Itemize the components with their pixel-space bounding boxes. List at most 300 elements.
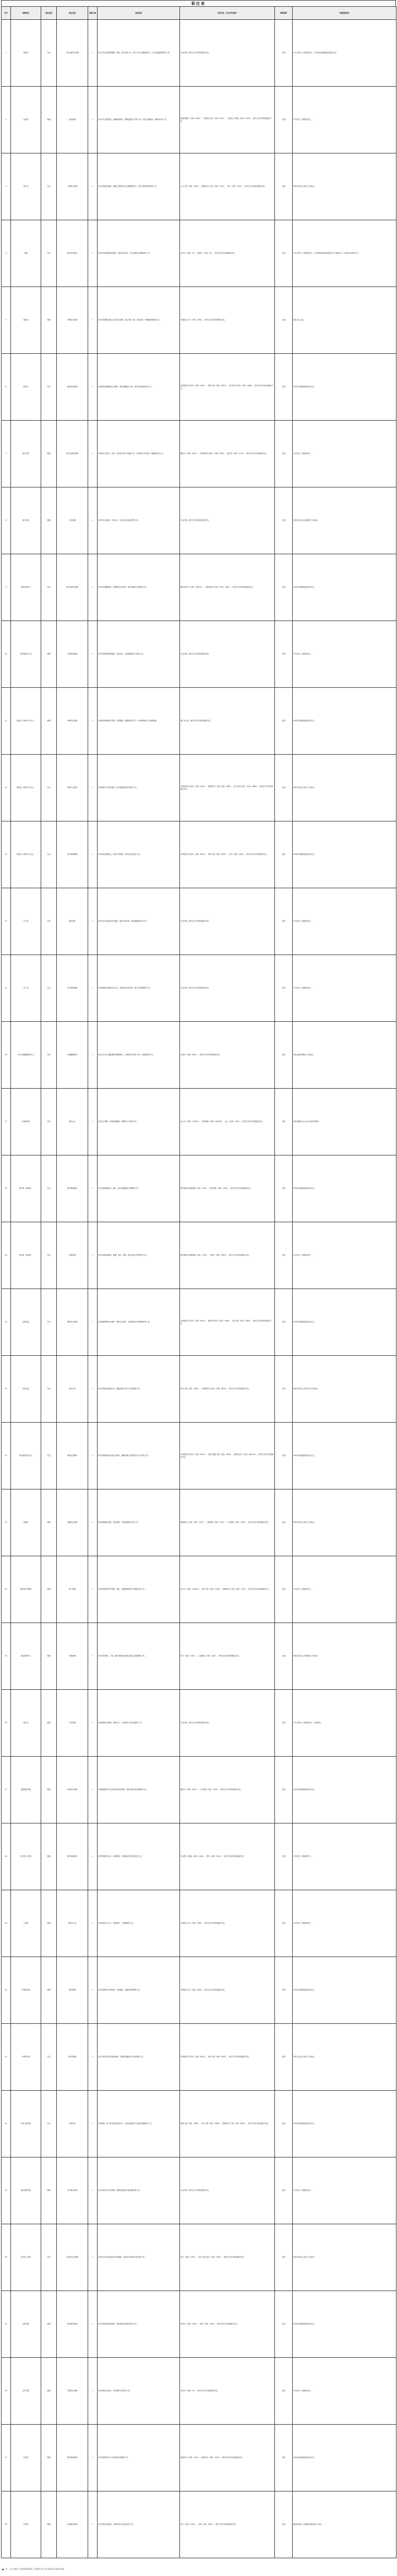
cell-count: 1 xyxy=(88,287,98,354)
cell-unit: 化学化工学院 xyxy=(11,2224,41,2291)
cell-unit: 研究生院 xyxy=(11,487,41,554)
cell-scope: 全国 xyxy=(275,2291,293,2358)
cell-scope: 全国 xyxy=(275,153,293,220)
cell-category: 专技 xyxy=(41,1423,57,1489)
cell-count: 1 xyxy=(88,688,98,755)
cell-scope: 全国 xyxy=(275,1757,293,1823)
cell-no: 36 xyxy=(2,2358,11,2425)
cell-post: 网络安全管理 xyxy=(57,1289,88,1356)
cell-major: 图书情报与档案管理（代码：1205）、图书情报（代码：1255），研究生学历并取得相应学位。 xyxy=(180,1155,275,1222)
cell-count: 1 xyxy=(88,1623,98,1690)
cell-no: 12 xyxy=(2,755,11,821)
cell-scope: 全国 xyxy=(275,1289,293,1356)
cell-unit: 文学院 xyxy=(11,1890,41,1957)
cell-duty: 负责学校国际交流与合作项目管理、因公出国（境）手续办理、外籍教师管理等工作。 xyxy=(98,287,180,354)
cell-post: 安全管理 xyxy=(57,1690,88,1757)
cell-scope: 全国 xyxy=(275,2224,293,2291)
cell-unit: 学工部 xyxy=(11,888,41,955)
cell-unit: 图书馆（档案馆） xyxy=(11,1222,41,1289)
cell-other: 2024年普通高校应届毕业生。 xyxy=(293,1289,396,1356)
cell-no: 16 xyxy=(2,1022,11,1089)
cell-count: 1 xyxy=(88,1823,98,1890)
cell-unit: 计划财务处 xyxy=(11,1089,41,1155)
cell-post: 科研平台建设 xyxy=(57,755,88,821)
cell-major: 机械工程（代码：0802）、电气工程（代码：0808）、控制科学与工程（代码：0811），研究生学历并取得相应学位。 xyxy=(180,2091,275,2157)
table-row xyxy=(2,153,396,220)
cell-major: 教育学（代码：0401）、公共管理（代码：1204），研究生学历并取得相应学位。 xyxy=(180,1757,275,1823)
cell-count: 1 xyxy=(88,1289,98,1356)
cell-major: 会计学（代码：120201）、资产评估（代码：0256）、管理科学与工程（代码：1201），研究生学历并取得相应学位。 xyxy=(180,1556,275,1623)
table-row xyxy=(2,1757,396,1823)
cell-other: 中共党员（含预备党员）。 xyxy=(293,2358,396,2425)
table-row xyxy=(2,1222,396,1289)
table-row xyxy=(2,1957,396,2024)
job-table xyxy=(1,6,396,2558)
page-title: 职位表 xyxy=(191,1,206,6)
cell-scope: 全国 xyxy=(275,1890,293,1957)
cell-unit: 继续教育学院 xyxy=(11,1757,41,1823)
cell-duty: 负责学院教学运行与科研项目管理等工作。 xyxy=(98,2425,180,2491)
cell-duty: 负责学校合同审查、法律咨询与法治宣传等工作。 xyxy=(98,2491,180,2558)
cell-category: 管理 xyxy=(41,1623,57,1690)
cell-category: 专技 xyxy=(41,554,57,621)
cell-category: 管理 xyxy=(41,2358,57,2425)
cell-unit: 马克思主义学院 xyxy=(11,1823,41,1890)
cell-duty: 负责学校基本建设、修缮工程等项目全过程跟踪审计；负责工程结算审核等工作。 xyxy=(98,153,180,220)
column-header: 招聘范围 xyxy=(275,7,293,20)
cell-unit: 教育发展中心 xyxy=(11,554,41,621)
cell-duty: 负责多媒体教学设备运行维护、课程录制与在线教学平台支持等工作。 xyxy=(98,1423,180,1489)
cell-unit: 审计处 xyxy=(11,153,41,220)
cell-post: 教育技术服务 xyxy=(57,1423,88,1489)
cell-category: 专技 xyxy=(41,1356,57,1423)
cell-other: 2024年普通高校应届毕业生。 xyxy=(293,1423,396,1489)
cell-post: 法律事务管理 xyxy=(57,2491,88,2558)
table-row xyxy=(2,2157,396,2224)
cell-other: 2024年普通高校应届毕业生。 xyxy=(293,1757,396,1823)
table-row xyxy=(2,1356,396,1423)
cell-other: 2024年普通高校应届毕业生。 xyxy=(293,354,396,421)
cell-no: 14 xyxy=(2,888,11,955)
cell-duty: 负责家庭经济困难学生认定、奖助学金评审发放、勤工助学管理等工作。 xyxy=(98,955,180,1022)
cell-no: 19 xyxy=(2,1222,11,1289)
cell-major: 马克思主义理论（代码：0305）、哲学（代码：0101），研究生学历并取得相应学位。 xyxy=(180,1823,275,1890)
cell-post: 心理健康教育 xyxy=(57,1022,88,1089)
cell-major: 专业不限，研究生学历并取得相应学位。 xyxy=(180,2157,275,2224)
table-row xyxy=(2,220,396,287)
cell-count: 1 xyxy=(88,1489,98,1556)
cell-scope: 全国 xyxy=(275,354,293,421)
cell-scope: 全国 xyxy=(275,2358,293,2425)
cell-scope: 全国 xyxy=(275,20,293,87)
cell-count: 1 xyxy=(88,888,98,955)
table-row xyxy=(2,1489,396,1556)
cell-no: 26 xyxy=(2,1690,11,1757)
cell-no: 11 xyxy=(2,688,11,755)
cell-category: 管理 xyxy=(41,421,57,487)
cell-duty: 负责科技成果转化、知识产权管理、技术合同登记等工作。 xyxy=(98,821,180,888)
table-row xyxy=(2,2291,396,2358)
cell-other: 具有2年及以上相关工作经历。 xyxy=(293,1489,396,1556)
cell-unit: 组织部 xyxy=(11,20,41,87)
cell-post: 培训项目管理 xyxy=(57,1757,88,1823)
cell-major: 心理学（代码：0402），研究生学历并取得相应学位。 xyxy=(180,1022,275,1089)
cell-no: 30 xyxy=(2,1957,11,2024)
cell-count: 1 xyxy=(88,755,98,821)
cell-other: 1.中共党员（含预备党员）；2.2024年普通高校应届毕业生。 xyxy=(293,20,396,87)
cell-scope: 全国 xyxy=(275,1623,293,1690)
cell-category: 专技 xyxy=(41,20,57,87)
cell-duty: 负责学校国有资产配置、使用、处置管理及资产清查统计等工作。 xyxy=(98,1556,180,1623)
cell-duty: 负责学校货物、工程、服务采购项目组织实施及合同管理等工作。 xyxy=(98,1623,180,1690)
cell-major: 艺术学（代码：13），研究生学历并取得相应学位。 xyxy=(180,2358,275,2425)
cell-count: 1 xyxy=(88,621,98,688)
table-row xyxy=(2,621,396,688)
table-row xyxy=(2,87,396,153)
cell-scope: 全国 xyxy=(275,1155,293,1222)
footnote-text: 注：以上岗位人员的岗位职责、所需专业与学历要求以本表为准。 xyxy=(5,2568,66,2570)
cell-major: 图书情报与档案管理（代码：1205）、中国史（代码：0602），研究生学历并取得相应学位。 xyxy=(180,1222,275,1289)
cell-count: 1 xyxy=(88,2091,98,2157)
cell-post: 教务信息管理 xyxy=(57,354,88,421)
cell-category: 管理 xyxy=(41,2425,57,2491)
cell-unit: 宣传部 xyxy=(11,87,41,153)
cell-unit: 艺术学院 xyxy=(11,2358,41,2425)
cell-category: 管理 xyxy=(41,487,57,554)
cell-category: 专技 xyxy=(41,1089,57,1155)
cell-duty: 负责学校信息系统开发、数据治理与共享平台建设等工作。 xyxy=(98,1356,180,1423)
cell-count: 1 xyxy=(88,1890,98,1957)
cell-unit: 信息化处 xyxy=(11,1356,41,1423)
cell-post: 实验室安全管理 xyxy=(57,2224,88,2291)
cell-other: 2024年普通高校应届毕业生。 xyxy=(293,2291,396,2358)
table-row xyxy=(2,2224,396,2291)
cell-no: 20 xyxy=(2,1289,11,1356)
cell-no: 31 xyxy=(2,2024,11,2091)
table-row xyxy=(2,1155,396,1222)
cell-post: 软件开发 xyxy=(57,1356,88,1423)
cell-duty: 负责学校体育赛事组织、场馆管理与群体活动等工作。 xyxy=(98,2291,180,2358)
cell-duty: 负责学院教学计划安排、考务管理、学籍成绩管理等工作。 xyxy=(98,1957,180,2024)
cell-count: 1 xyxy=(88,1222,98,1289)
cell-major: 基础医学（代码：1001）、临床医学（代码：1002），研究生学历并取得相应学位。 xyxy=(180,2425,275,2491)
column-header: 岗位类别 xyxy=(41,7,57,20)
cell-duty: 负责学院学生日常管理、思想政治教育与就业服务等工作。 xyxy=(98,2157,180,2224)
cell-major: 计算机科学与技术（代码：0812）、控制科学与工程（代码：0811）、电子科学与技术（代码：0809），研究生学历并取得相应学位。 xyxy=(180,755,275,821)
cell-other: 2024年普通高校应届毕业生。 xyxy=(293,2091,396,2157)
cell-scope: 全国 xyxy=(275,554,293,621)
cell-no: 10 xyxy=(2,621,11,688)
cell-count: 1 xyxy=(88,2358,98,2425)
cell-duty: 负责学位点建设、学位评定、学位论文质量监控等工作。 xyxy=(98,487,180,554)
cell-duty: 负责机械、电气类实验室建设运行、实验设备维护与实验教学辅助等工作。 xyxy=(98,2091,180,2157)
cell-count: 1 xyxy=(88,2291,98,2358)
cell-other: 具有2年及以上相关工作经历。 xyxy=(293,755,396,821)
cell-post: 团学活动指导 xyxy=(57,220,88,287)
cell-no: 21 xyxy=(2,1356,11,1423)
cell-major: 会计学（代码：120201）、财务管理（代码：120204）、会计（代码：1253），研究生学历并取得相应学位。 xyxy=(180,1089,275,1155)
cell-scope: 全国 xyxy=(275,1556,293,1623)
cell-other: 2024年普通高校应届毕业生。 xyxy=(293,1957,396,2024)
table-row xyxy=(2,2091,396,2157)
cell-no: 34 xyxy=(2,2224,11,2291)
cell-count: 1 xyxy=(88,1089,98,1155)
cell-category: 专技 xyxy=(41,354,57,421)
cell-other: 英语专业八级。 xyxy=(293,287,396,354)
cell-post: 学生事务管理 xyxy=(57,2157,88,2224)
cell-scope: 全国 xyxy=(275,955,293,1022)
table-row xyxy=(2,487,396,554)
cell-no: 25 xyxy=(2,1623,11,1690)
cell-unit: 图书馆（档案馆） xyxy=(11,1155,41,1222)
table-row xyxy=(2,554,396,621)
cell-category: 管理 xyxy=(41,1957,57,2024)
cell-scope: 全国 xyxy=(275,421,293,487)
column-header: 其他资格条件 xyxy=(293,7,396,20)
table-row xyxy=(2,888,396,955)
cell-major: 专业不限，研究生学历并取得相应学位。 xyxy=(180,20,275,87)
cell-other: 2024年普通高校应届毕业生。 xyxy=(293,554,396,621)
cell-other: 具有初级及以上会计专业技术资格。 xyxy=(293,1089,396,1155)
cell-count: 1 xyxy=(88,554,98,621)
table-title-bar xyxy=(1,0,396,6)
cell-major: 外国语言文学（代码：0502），研究生学历并取得相应学位。 xyxy=(180,1957,275,2024)
column-header: 岗位职责 xyxy=(98,7,180,20)
cell-no: 32 xyxy=(2,2091,11,2157)
table-row xyxy=(2,1423,396,1489)
cell-unit: 国际处 xyxy=(11,287,41,354)
cell-duty: 负责化学实验室危险化学品管理、实验室安全检查与培训等工作。 xyxy=(98,2224,180,2291)
cell-unit: 法学院 xyxy=(11,2491,41,2558)
cell-unit: 医学院 xyxy=(11,2425,41,2491)
cell-unit: 保卫处 xyxy=(11,1690,41,1757)
cell-no: 23 xyxy=(2,1489,11,1556)
table-row xyxy=(2,1089,396,1155)
cell-no: 35 xyxy=(2,2291,11,2358)
cell-duty: 负责教务管理系统运行维护、教学数据统计分析、教学信息化建设等工作。 xyxy=(98,354,180,421)
cell-unit: 体育学院 xyxy=(11,2291,41,2358)
cell-category: 专技 xyxy=(41,2024,57,2091)
cell-other: 通过国家统一法律职业资格考试（A证）。 xyxy=(293,2491,396,2558)
cell-major: 体育学（代码：0403）、体育（代码：0452），研究生学历并取得相应学位。 xyxy=(180,2291,275,2358)
cell-duty: 负责校园网络运行维护、网络安全防护、信息系统安全等级保护等工作。 xyxy=(98,1289,180,1356)
cell-other: 具有2年及以上软件开发工作经历。 xyxy=(293,1356,396,1423)
cell-scope: 全国 xyxy=(275,688,293,755)
cell-scope: 全国 xyxy=(275,1489,293,1556)
cell-category: 管理 xyxy=(41,1690,57,1757)
cell-post: 教学科研秘书 xyxy=(57,1823,88,1890)
cell-other: 2024年普通高校应届毕业生。 xyxy=(293,2425,396,2491)
cell-category: 管理 xyxy=(41,688,57,755)
cell-post: 技术转移管理 xyxy=(57,821,88,888)
cell-no: 9 xyxy=(2,554,11,621)
cell-post: 资产管理 xyxy=(57,1556,88,1623)
cell-no: 17 xyxy=(2,1089,11,1155)
table-row xyxy=(2,2024,396,2091)
cell-unit: 信息化处 xyxy=(11,1289,41,1356)
cell-scope: 全国 xyxy=(275,2157,293,2224)
cell-post: 体育事务管理 xyxy=(57,2291,88,2358)
cell-other: 具有2年及以上相关工作经历。 xyxy=(293,2024,396,2091)
cell-scope: 全国 xyxy=(275,220,293,287)
cell-category: 专技 xyxy=(41,821,57,888)
table-row xyxy=(2,688,396,755)
cell-scope: 全国 xyxy=(275,287,293,354)
cell-other: 中共党员（含预备党员）。 xyxy=(293,1556,396,1623)
cell-post: 数字化教学管理 xyxy=(57,554,88,621)
cell-scope: 全国 xyxy=(275,87,293,153)
cell-other: 具有2年及以上采购相关工作经历。 xyxy=(293,1623,396,1690)
cell-duty: 负责学院综合事务、对外联络与宣传等工作。 xyxy=(98,2358,180,2425)
cell-no: 24 xyxy=(2,1556,11,1623)
cell-unit: 后勤处 xyxy=(11,1489,41,1556)
cell-category: 专技 xyxy=(41,2091,57,2157)
cell-no: 3 xyxy=(2,153,11,220)
column-header: 序号 xyxy=(2,7,11,20)
cell-post: 宣传管理 xyxy=(57,87,88,153)
table-row xyxy=(2,1022,396,1089)
cell-duty: 负责学院教学运行、科研管理、学科建设等日常事务性工作。 xyxy=(98,1823,180,1890)
cell-count: 1 xyxy=(88,1690,98,1757)
bullet-icon xyxy=(2,2569,4,2570)
cell-post: 采购管理 xyxy=(57,1623,88,1690)
cell-duty: 负责学院综合文字、党政事务、人事管理等工作。 xyxy=(98,1890,180,1957)
cell-other: 2024年普通高校应届毕业生。 xyxy=(293,688,396,755)
cell-post: 教学科研管理 xyxy=(57,2425,88,2491)
cell-no: 8 xyxy=(2,487,11,554)
cell-post: 干部人事综合管理 xyxy=(57,20,88,87)
cell-other: 中共党员（含预备党员）。 xyxy=(293,1890,396,1957)
cell-major: 专业不限，研究生学历并取得相应学位。 xyxy=(180,621,275,688)
cell-category: 专技 xyxy=(41,1289,57,1356)
table-row xyxy=(2,1690,396,1757)
cell-duty: 负责文献资源采访、编目、数字资源建设与管理等工作。 xyxy=(98,1155,180,1222)
column-header: 岗位名称 xyxy=(57,7,88,20)
cell-unit: 科技处（科研平台中心） xyxy=(11,688,41,755)
cell-category: 专技 xyxy=(41,1222,57,1289)
cell-post: 学生资助管理 xyxy=(57,955,88,1022)
table-row xyxy=(2,354,396,421)
cell-unit: 学科建设办公室 xyxy=(11,621,41,688)
cell-duty: 负责大学生心理健康教育课程教学、心理咨询与危机干预、心理普查等工作。 xyxy=(98,1022,180,1089)
cell-post: 实验室管理 xyxy=(57,2024,88,2091)
cell-unit: 教务处 xyxy=(11,354,41,421)
cell-category: 专技 xyxy=(41,955,57,1022)
cell-count: 1 xyxy=(88,1757,98,1823)
table-row xyxy=(2,2425,396,2491)
table-row xyxy=(2,2491,396,2558)
cell-category: 专技 xyxy=(41,888,57,955)
cell-unit: 国有资产管理处 xyxy=(11,1556,41,1623)
cell-scope: 全国 xyxy=(275,1222,293,1289)
cell-duty: 负责干部人事档案整理、审核、数字化等工作；参与干部人事制度改革、人才队伍建设等相关工作。 xyxy=(98,20,180,87)
cell-other: 具有2年及以上相关工作经历。 xyxy=(293,153,396,220)
cell-count: 1 xyxy=(88,1022,98,1089)
cell-no: 29 xyxy=(2,1890,11,1957)
cell-count: 1 xyxy=(88,821,98,888)
cell-major: 教育学（代码：0401）、计算机科学与技术（代码：0812）、统计学（代码：0714），研究生学历并取得相应学位。 xyxy=(180,421,275,487)
cell-major: 专业不限，研究生学历并取得相应学位。 xyxy=(180,955,275,1022)
cell-scope: 全国 xyxy=(275,2091,293,2157)
cell-unit: 外国语学院 xyxy=(11,1957,41,2024)
cell-count: 1 xyxy=(88,487,98,554)
cell-unit: 科技处（科研平台中心） xyxy=(11,821,41,888)
table-row xyxy=(2,821,396,888)
cell-count: 1 xyxy=(88,153,98,220)
cell-category: 管理 xyxy=(41,1556,57,1623)
cell-count: 1 xyxy=(88,87,98,153)
table-row xyxy=(2,20,396,87)
cell-post: 学位管理 xyxy=(57,487,88,554)
cell-major: 计算机科学与技术（代码：0812）、网络空间安全（代码：0839）、电子信息（代码：0854），研究生学历并取得相应学位。 xyxy=(180,1289,275,1356)
cell-other: 中共党员（含预备党员）。 xyxy=(293,421,396,487)
cell-category: 管理 xyxy=(41,1489,57,1556)
cell-major: 专业不限，研究生学历并取得相应学位。 xyxy=(180,487,275,554)
cell-no: 7 xyxy=(2,421,11,487)
cell-count: 1 xyxy=(88,2157,98,2224)
table-body xyxy=(2,20,396,2558)
cell-category: 管理 xyxy=(41,287,57,354)
cell-post: 学院综合管理 xyxy=(57,2358,88,2425)
cell-unit: 经济管理学院 xyxy=(11,2157,41,2224)
table-row xyxy=(2,1823,396,1890)
cell-major: 化学（代码：0703）、化学工程与技术（代码：0817），研究生学历并取得相应学位。 xyxy=(180,2224,275,2291)
cell-scope: 全国 xyxy=(275,621,293,688)
cell-unit: 现代教育技术中心 xyxy=(11,1423,41,1489)
cell-other: 1.中共党员（含预备党员）；2.本科阶段曾担任校级学生干部满1年；3.年龄在30周岁以下。 xyxy=(293,220,396,287)
cell-scope: 全国 xyxy=(275,1957,293,2024)
cell-category: 管理 xyxy=(41,87,57,153)
cell-major: 专业不限，研究生学历并取得相应学位。 xyxy=(180,1690,275,1757)
cell-category: 管理 xyxy=(41,2157,57,2224)
cell-no: 38 xyxy=(2,2491,11,2558)
cell-duty: 负责在线课程建设、智慧教室运行维护、教学资源平台管理等工作。 xyxy=(98,554,180,621)
cell-other: 中共党员（含预备党员）。 xyxy=(293,87,396,153)
cell-duty: 负责会计核算、财务报表编制、预算执行分析等工作。 xyxy=(98,1089,180,1155)
table-row xyxy=(2,1289,396,1356)
cell-duty: 负责纵向科研项目申报、过程管理、结题验收等工作；负责科研统计与成果管理。 xyxy=(98,688,180,755)
cell-no: 28 xyxy=(2,1823,11,1890)
cell-duty: 负责研究生招生、培养、学位授予等环节管理工作；负责相关文件起草、数据统计等工作。 xyxy=(98,421,180,487)
cell-scope: 全国 xyxy=(275,888,293,955)
cell-unit: 团委 xyxy=(11,220,41,287)
cell-unit: 科技处（科研平台中心） xyxy=(11,755,41,821)
cell-category: 管理 xyxy=(41,1823,57,1890)
cell-major: 计算机科学与技术（代码：0812）、软件工程（代码：0835），研究生学历并取得相应学位。 xyxy=(180,2024,275,2091)
cell-count: 1 xyxy=(88,1556,98,1623)
cell-count: 1 xyxy=(88,2024,98,2091)
cell-scope: 全国 xyxy=(275,2024,293,2091)
cell-duty: 负责共青团基层组织建设、校园文化活动、学生社团及志愿服务等工作。 xyxy=(98,220,180,287)
cell-other: 2024年普通高校应届毕业生。 xyxy=(293,1155,396,1222)
cell-major: 理工类专业，研究生学历并取得相应学位。 xyxy=(180,688,275,755)
cell-scope: 全国 xyxy=(275,1089,293,1155)
table-row xyxy=(2,1556,396,1623)
cell-count: 1 xyxy=(88,1957,98,2024)
cell-post: 图书资源建设 xyxy=(57,1155,88,1222)
cell-post: 档案管理 xyxy=(57,1222,88,1289)
cell-category: 专技 xyxy=(41,220,57,287)
cell-post: 财务会计 xyxy=(57,1089,88,1155)
cell-post: 教学管理 xyxy=(57,1957,88,2024)
cell-duty: 负责对外宣传报道、新闻媒体联络、舆情监测与引导等工作；负责文稿起草、新闻采写等工作。 xyxy=(98,87,180,153)
table-row xyxy=(2,1890,396,1957)
cell-unit: 学生心理健康教育中心 xyxy=(11,1022,41,1089)
cell-post: 学科规划管理 xyxy=(57,621,88,688)
cell-no: 27 xyxy=(2,1757,11,1823)
table-head xyxy=(2,7,396,20)
cell-scope: 全国 xyxy=(275,487,293,554)
